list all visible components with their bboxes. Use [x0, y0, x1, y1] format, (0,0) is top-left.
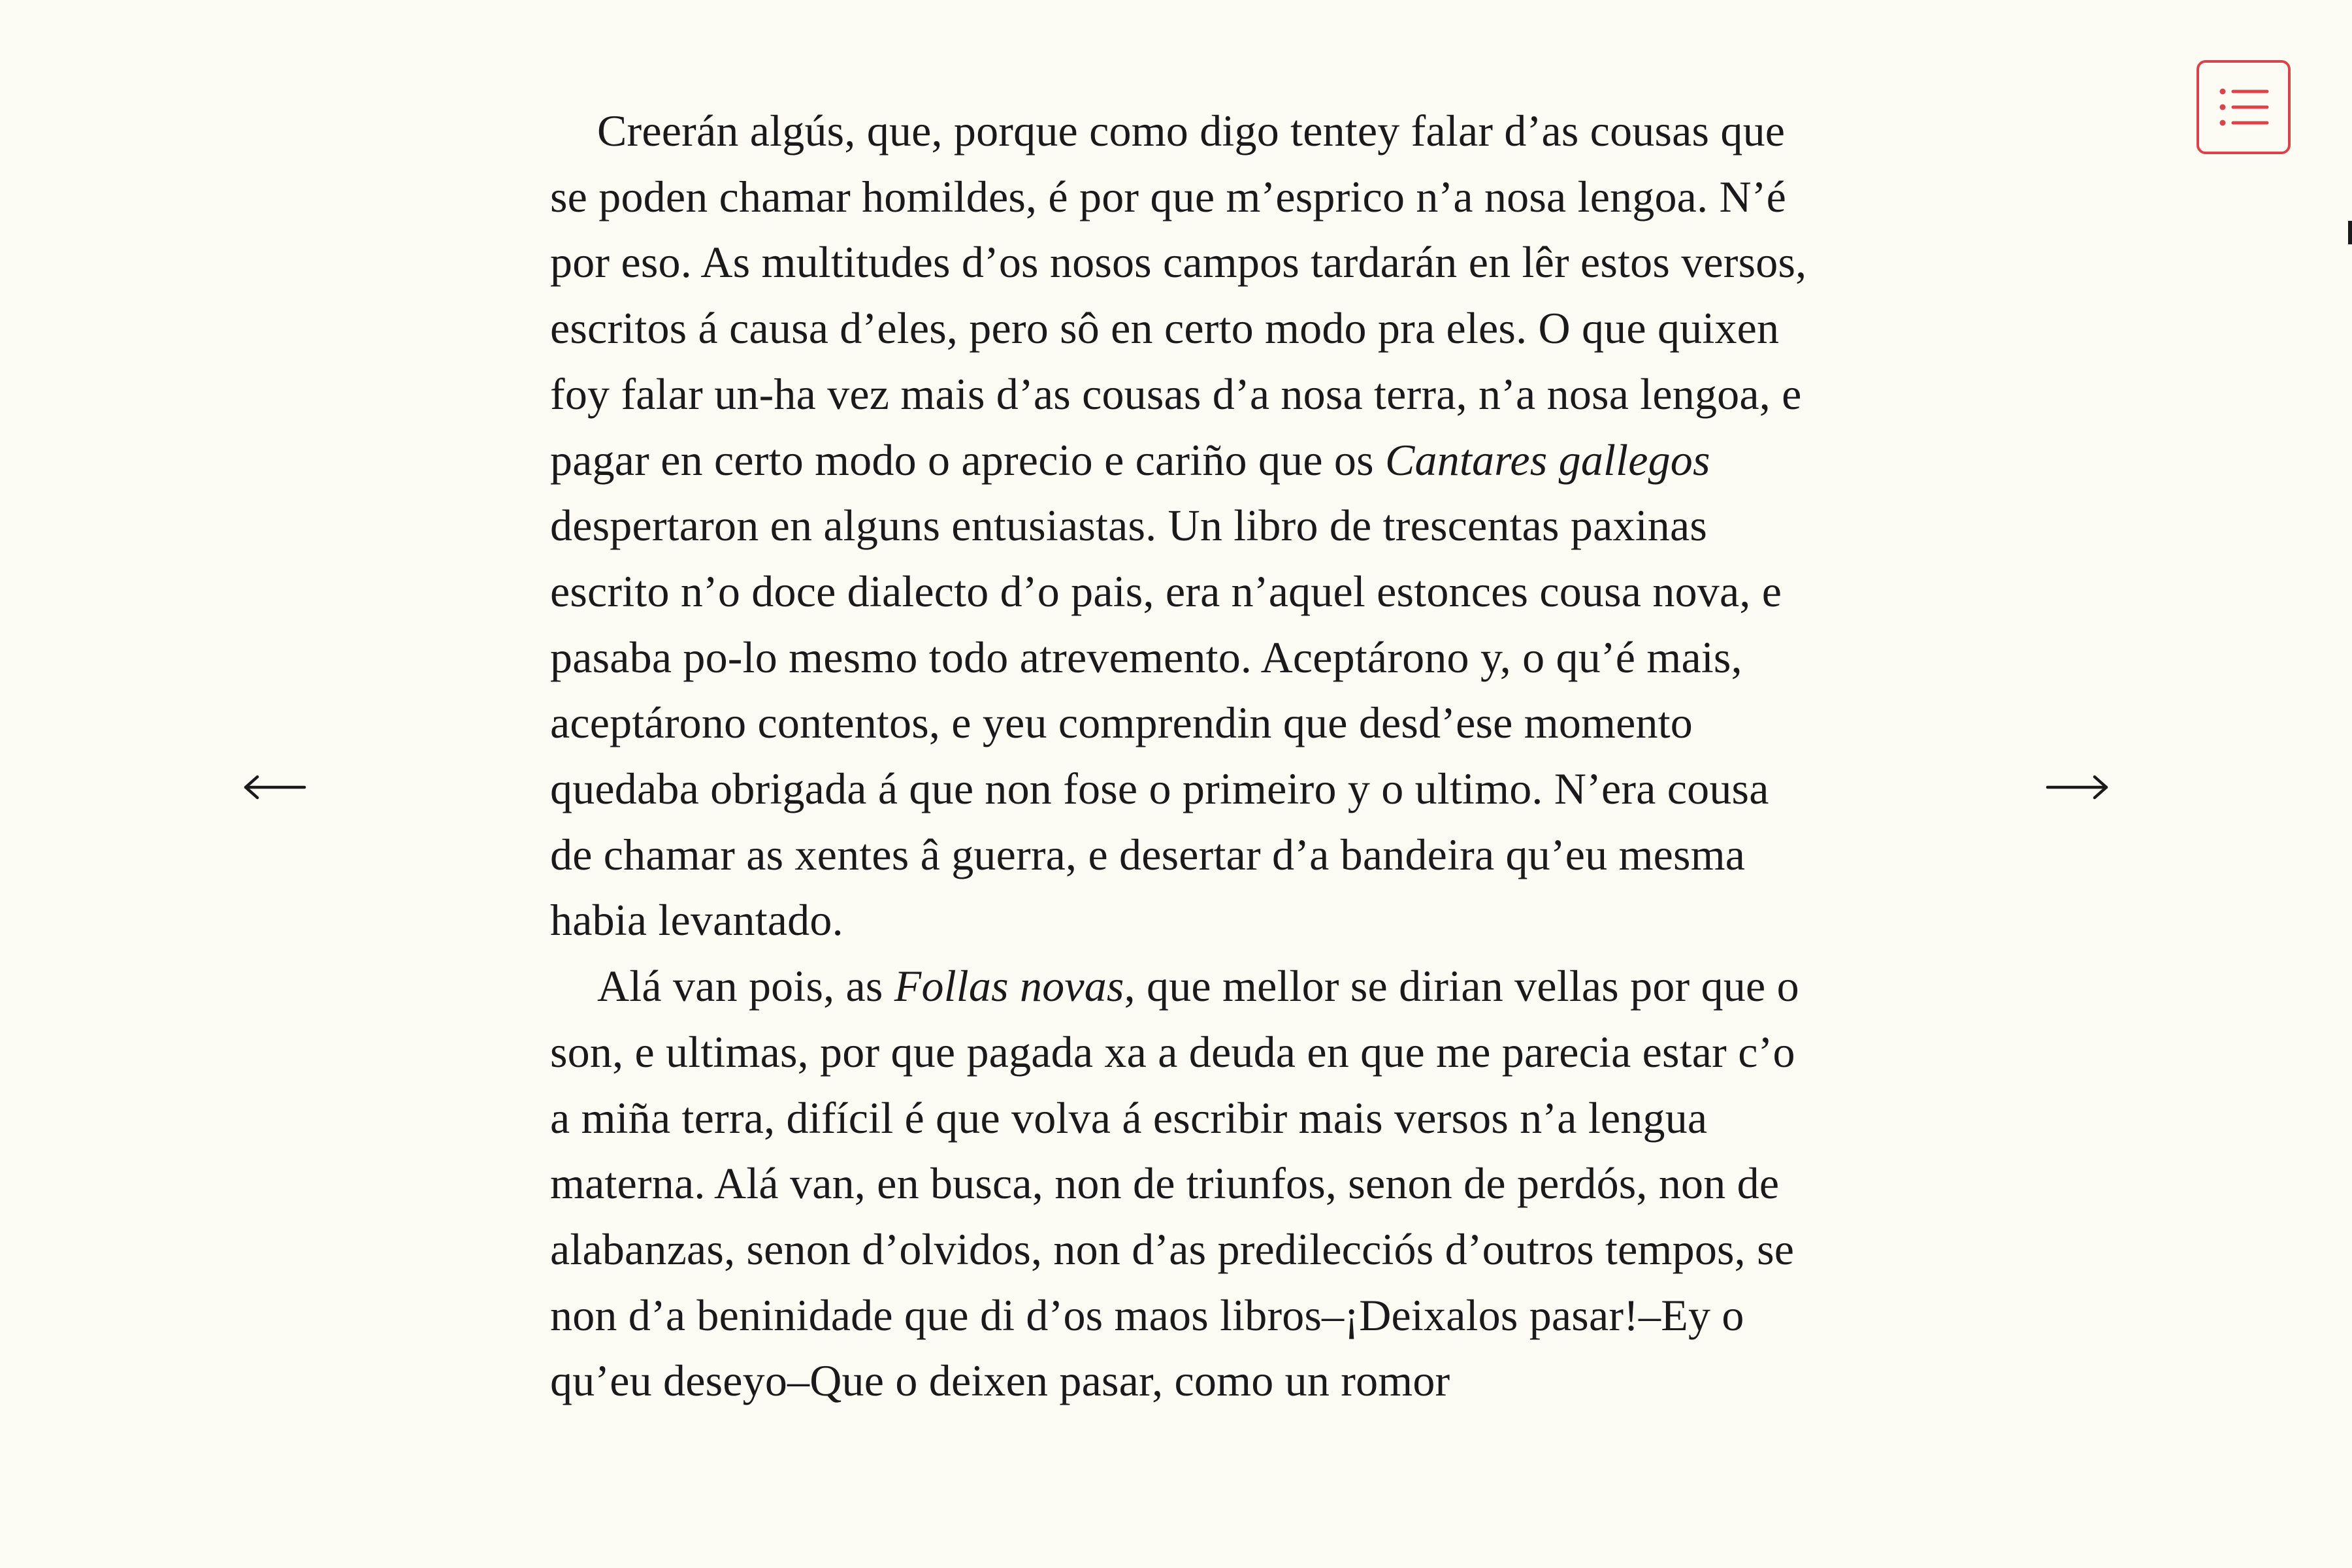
arrow-left-icon	[242, 774, 307, 800]
table-of-contents-button[interactable]	[2197, 60, 2291, 154]
book-title-cantares-gallegos: Cantares gallegos	[1385, 434, 1710, 485]
text-segment: Alá van pois, as	[597, 961, 894, 1011]
list-icon	[2217, 86, 2270, 129]
arrow-right-icon	[2045, 774, 2110, 800]
text-segment: , que mellor se dirian vellas por que o son, e ultimas, por que pagada xa a deuda en que me parecia estar c’o a miña terra, difícil é que volva á escribir mais versos n’a lengua materna. Alá van, en busca, non de triunfos, senon de perdós, non de alabanzas, senon d’olvidos, non d’as predilecciós d’outros tempos, se non d’a beninidade que di d’os maos libros–¡Deixalos pasar!–Ey o qu’eu deseyo–Que o deixen pasar, como un romor	[550, 961, 1799, 1406]
text-segment: Creerán algús, que, porque como digo tentey falar d’as cousas que se poden chamar homildes, é por que m’esprico n’a nosa lengoa. N’é por eso. As multitudes d’os nosos campos tardarán en lêr estos versos, escritos á causa d’eles, pero sô en certo modo pra eles. O que quixen foy falar un-ha vez mais d’as cousas d’a nosa terra, n’a nosa lengoa, e pagar en certo modo o aprecio e cariño que os	[550, 106, 1807, 485]
reader-page	[550, 98, 1818, 1414]
next-page-button[interactable]	[2032, 751, 2123, 823]
text-segment: despertaron en alguns entusiastas. Un libro de trescentas paxinas escrito n’o doce dialecto d’o pais, era n’aquel estonces cousa nova, e pasaba po-lo mesmo todo atrevemento. Aceptárono y, o qu’é mais, aceptárono contentos, e yeu comprendin que desd’ese momento quedaba obrigada á que non fose o primeiro y o ultimo. N’era cousa de chamar as xentes â guerra, e desertar d’a bandeira qu’eu mesma habia levantado.	[550, 500, 1782, 945]
previous-page-button[interactable]	[229, 751, 320, 823]
scroll-edge-indicator	[2348, 221, 2352, 244]
paragraph	[550, 953, 1818, 1414]
paragraph	[550, 98, 1818, 953]
book-title-follas-novas: Follas novas	[894, 961, 1124, 1011]
